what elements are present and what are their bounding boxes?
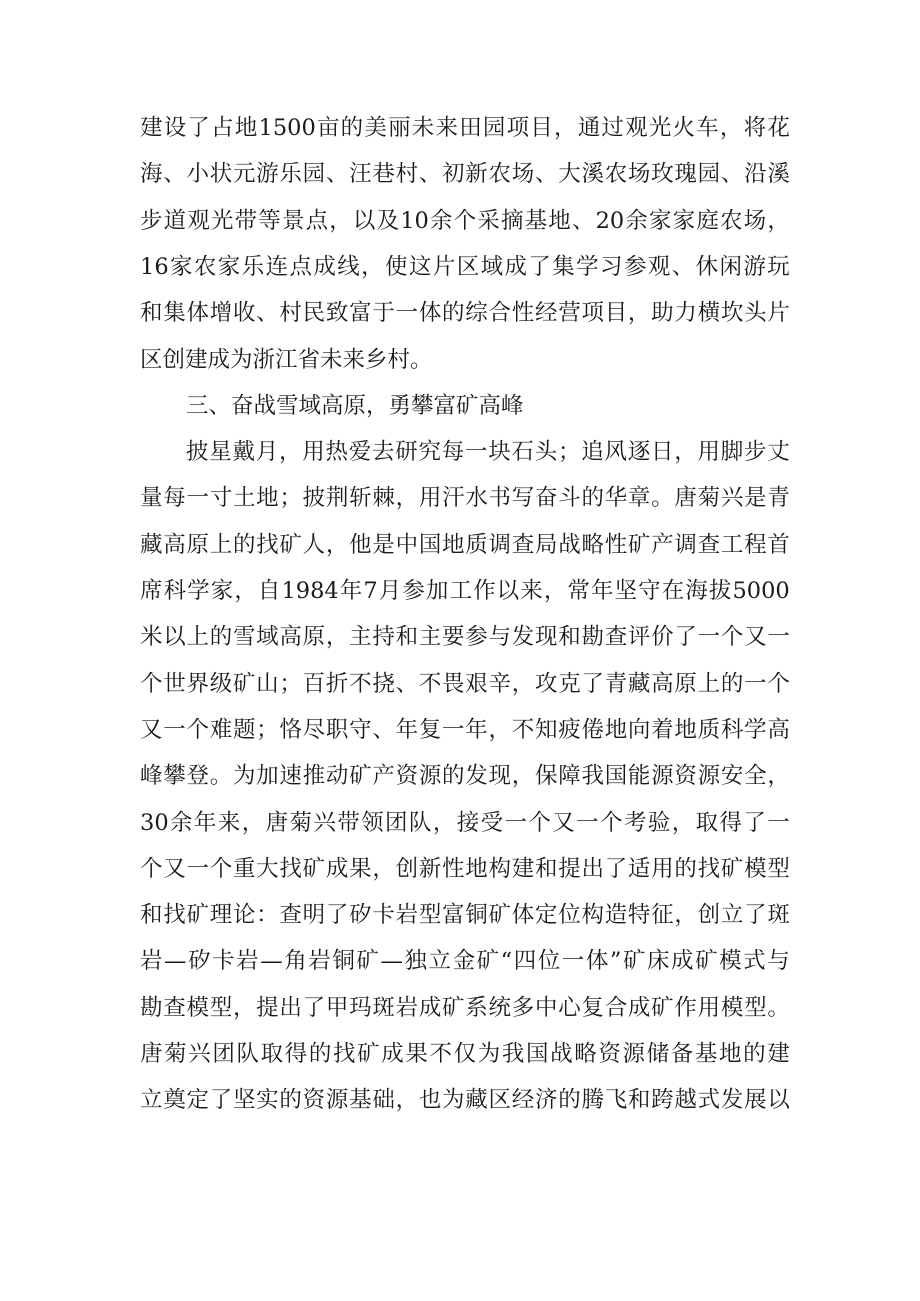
text-line: 30 余 年 来 ， 唐 菊 兴 带 领 团 队 ， 接 受 一 个 又 一 个 考 验 ， 取 得 了 一 — [140, 809, 790, 836]
text-line: 建 设 了 占 地 1500 亩 的 美 丽 未 来 田 园 项 目 ， 通 过 观 光 火 车 ， 将 花 — [140, 115, 790, 141]
text-line: 岩 — 矽 卡 岩 — 角 岩 铜 矿 — 独 立 金 矿 “ 四 位 一 体 ” 矿 床 成 矿 模 式 与 — [140, 948, 790, 975]
text-line: 席 科 学 家 ， 自 1984 年 7 月 参 加 工 作 以 来 ， 常 年 坚 守 在 海 拔 5000 — [140, 578, 790, 604]
text-line: 个 又 一 个 重 大 找 矿 成 果 ， 创 新 性 地 构 建 和 提 出 了 适 用 的 找 矿 模 型 — [140, 855, 790, 882]
text-line: 海 、 小 状 元 游 乐 园 、 汪 巷 村 、 初 新 农 场 、 大 溪 农 场 玫 瑰 园 、 沿 溪 — [140, 161, 790, 188]
text-line: 立 奠 定 了 坚 实 的 资 源 基 础 ， 也 为 藏 区 经 济 的 腾 飞 和 跨 越 式 发 展 以 — [140, 1087, 790, 1114]
text-line: 披 星 戴 月 ， 用 热 爱 去 研 究 每 一 块 石 头 ； 追 风 逐 日 ， 用 脚 步 丈 — [186, 439, 790, 466]
text-line: 区创建成为浙江省未来乡村。 — [140, 346, 433, 373]
text-line: 勘 查 模 型 ， 提 出 了 甲 玛 斑 岩 成 矿 系 统 多 中 心 复 合 成 矿 作 用 模 型 。 — [140, 994, 790, 1021]
text-line: 个 世 界 级 矿 山 ； 百 折 不 挠 、 不 畏 艰 辛 ， 攻 克 了 青 藏 高 原 上 的 一 个 — [140, 670, 790, 697]
text-line: 唐 菊 兴 团 队 取 得 的 找 矿 成 果 不 仅 为 我 国 战 略 资 源 储 备 基 地 的 建 — [140, 1041, 790, 1067]
text-line: 步 道 观 光 带 等 景 点 ， 以 及 10 余 个 采 摘 基 地 、 20 余 家 家 庭 农 场 ， — [140, 207, 790, 234]
text-line: 量 每 一 寸 土 地 ； 披 荆 斩 棘 ， 用 汗 水 书 写 奋 斗 的 华 章 。 唐 菊 兴 是 青 — [140, 485, 790, 512]
text-line: 16 家 农 家 乐 连 点 成 线 ， 使 这 片 区 域 成 了 集 学 习 参 观 、 休 闲 游 玩 — [140, 253, 790, 280]
text-line: 和 集 体 增 收 、 村 民 致 富 于 一 体 的 综 合 性 经 营 项 目 ， 助 力 横 坎 头 片 — [140, 300, 790, 327]
text-line: 又 一 个 难 题 ； 恪 尽 职 守 、 年 复 一 年 ， 不 知 疲 倦 地 向 着 地 质 科 学 高 — [140, 716, 790, 743]
text-line: 峰 攀 登 。 为 加 速 推 动 矿 产 资 源 的 发 现 ， 保 障 我 国 能 源 资 源 安 全 ， — [140, 763, 790, 790]
text-line: 米 以 上 的 雪 域 高 原 ， 主 持 和 主 要 参 与 发 现 和 勘 查 评 价 了 一 个 又 一 — [140, 624, 790, 651]
text-line: 藏 高 原 上 的 找 矿 人 ， 他 是 中 国 地 质 调 查 局 战 略 性 矿 产 调 查 工 程 首 — [140, 531, 790, 558]
text-line: 和 找 矿 理 论 ： 查 明 了 矽 卡 岩 型 富 铜 矿 体 定 位 构 造 特 征 ， 创 立 了 斑 — [140, 902, 790, 929]
section-heading: 三、奋战雪域高原，勇攀富矿高峰 — [186, 392, 524, 419]
